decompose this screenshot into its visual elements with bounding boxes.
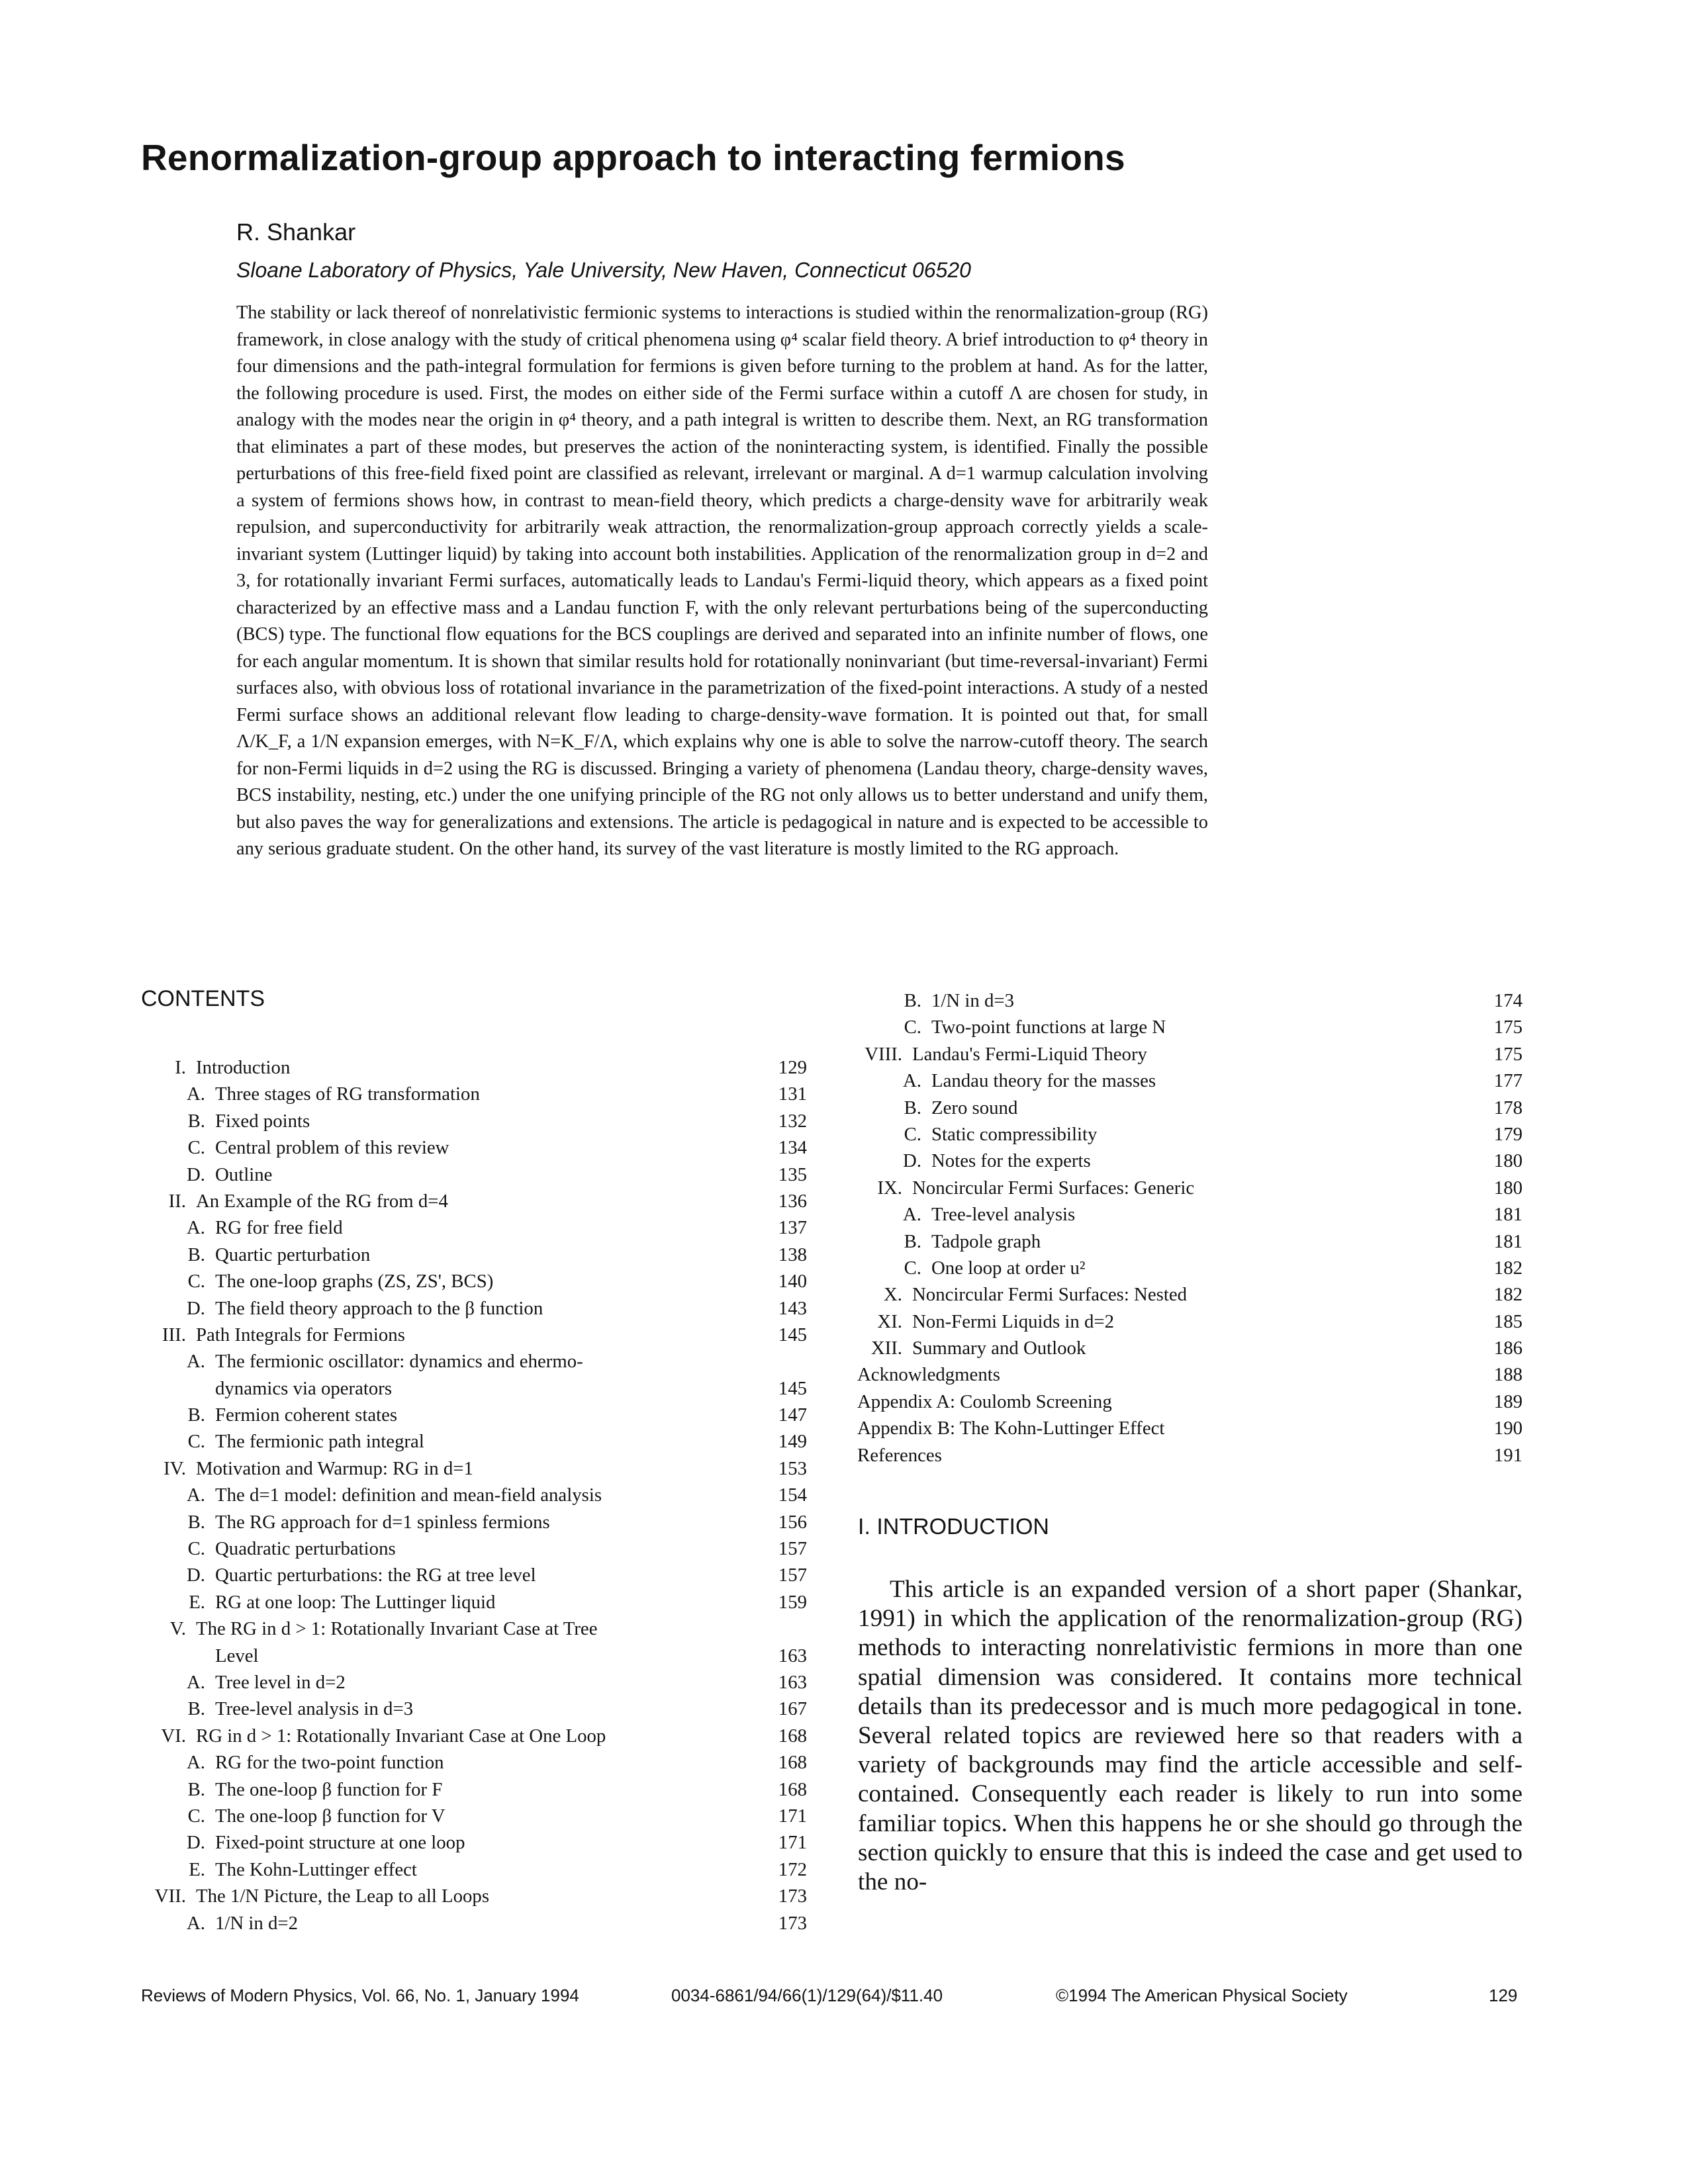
toc-entry-label: RG at one loop: The Luttinger liquid [215, 1591, 496, 1613]
toc-entry-number: IX. [877, 1177, 902, 1199]
toc-entry-page: 136 [778, 1190, 807, 1212]
toc-entry-page: 134 [778, 1137, 807, 1159]
toc-entry-label: Tadpole graph [931, 1230, 1041, 1252]
toc-right-column [857, 987, 1523, 1469]
toc-entry-label: The one-loop β function for V [215, 1805, 445, 1827]
toc-entry [141, 1723, 807, 1749]
toc-entry-label: Introduction [196, 1057, 291, 1078]
toc-entry-label: The 1/N Picture, the Leap to all Loops [196, 1886, 490, 1907]
toc-entry [141, 1108, 807, 1134]
toc-entry-label: Appendix A: Coulomb Screening [857, 1390, 1112, 1412]
toc-entry-label: Quadratic perturbations [215, 1538, 396, 1560]
toc-entry-number: D. [903, 1150, 921, 1172]
toc-entry-page: 156 [778, 1511, 807, 1533]
toc-entry-page: 182 [1493, 1284, 1523, 1306]
toc-entry-label: Zero sound [931, 1097, 1018, 1118]
toc-entry-number: D. [187, 1832, 205, 1854]
toc-entry-page: 149 [778, 1431, 807, 1453]
toc-entry-number: B. [187, 1698, 205, 1720]
toc-entry-label: The RG in d > 1: Rotationally Invariant Case at Tree [196, 1618, 598, 1640]
toc-entry-page: 178 [1493, 1097, 1523, 1118]
toc-entry [857, 1148, 1523, 1174]
toc-entry-label: An Example of the RG from d=4 [196, 1190, 448, 1212]
toc-entry [141, 1562, 807, 1588]
toc-entry [141, 1910, 807, 1936]
toc-entry-number: D. [187, 1565, 205, 1586]
toc-entry-page: 168 [778, 1752, 807, 1774]
toc-entry-label: The RG approach for d=1 spinless fermions [215, 1511, 550, 1533]
toc-entry-page: 175 [1493, 1043, 1523, 1065]
toc-entry-page: 129 [778, 1057, 807, 1078]
toc-entry [141, 1482, 807, 1508]
toc-entry-page: 179 [1493, 1123, 1523, 1145]
toc-entry-label: RG in d > 1: Rotationally Invariant Case at One Loop [196, 1725, 606, 1747]
toc-entry-page: 173 [778, 1886, 807, 1907]
toc-entry-page: 181 [1493, 1204, 1523, 1226]
toc-entry-label: Fixed-point structure at one loop [215, 1832, 465, 1854]
toc-entry-page: 190 [1493, 1418, 1523, 1439]
toc-entry-number: A. [903, 1070, 921, 1092]
footer-page-number: 129 [1489, 1985, 1518, 2005]
toc-entry-page: 137 [778, 1217, 807, 1239]
author-affiliation: Sloane Laboratory of Physics, Yale University, New Haven, Connecticut 06520 [236, 258, 971, 282]
toc-entry-label: Summary and Outlook [912, 1338, 1086, 1359]
toc-entry-label: Level [215, 1645, 259, 1666]
toc-entry-page: 145 [778, 1377, 807, 1399]
toc-entry-number: I. [175, 1057, 186, 1078]
toc-entry [141, 1242, 807, 1268]
toc-entry-number: B. [187, 1110, 205, 1132]
toc-entry [857, 1041, 1523, 1068]
toc-entry-number: A. [187, 1217, 205, 1239]
toc-entry-number: V. [169, 1618, 186, 1640]
toc-entry-page: 171 [778, 1805, 807, 1827]
toc-entry-label: Tree level in d=2 [215, 1671, 346, 1693]
toc-entry-label: Central problem of this review [215, 1137, 449, 1159]
toc-entry-label: Landau's Fermi-Liquid Theory [912, 1043, 1147, 1065]
toc-entry [857, 1175, 1523, 1201]
toc-entry-number: III. [162, 1324, 186, 1345]
toc-entry-label: The Kohn-Luttinger effect [215, 1858, 417, 1880]
toc-entry-label: dynamics via operators [215, 1377, 393, 1399]
toc-entry-number: B. [904, 990, 921, 1011]
toc-entry-label: Outline [215, 1163, 273, 1185]
toc-entry-label: The fermionic oscillator: dynamics and ehermo- [215, 1351, 583, 1373]
toc-entry-number: D. [187, 1297, 205, 1319]
toc-entry-label: The field theory approach to the β function [215, 1297, 543, 1319]
toc-entry [141, 1188, 807, 1214]
toc-entry-label: RG for free field [215, 1217, 343, 1239]
toc-entry-page: 191 [1493, 1444, 1523, 1466]
toc-entry [857, 1121, 1523, 1148]
toc-left-column [141, 1054, 807, 1936]
toc-entry-number: A. [187, 1912, 205, 1934]
toc-entry-label: Quartic perturbations: the RG at tree level [215, 1565, 536, 1586]
toc-entry [141, 1134, 807, 1161]
toc-entry-number: B. [904, 1230, 921, 1252]
toc-entry [141, 1829, 807, 1856]
paper-title: Renormalization-group approach to interacting fermions [141, 137, 1125, 178]
toc-entry-page: 173 [778, 1912, 807, 1934]
toc-entry-page: 171 [778, 1832, 807, 1854]
toc-entry-number: A. [187, 1351, 205, 1373]
toc-entry-number: II. [168, 1190, 186, 1212]
toc-entry [141, 1214, 807, 1241]
toc-entry-label: Motivation and Warmup: RG in d=1 [196, 1457, 473, 1479]
toc-entry-page: 180 [1493, 1150, 1523, 1172]
toc-entry-label: Two-point functions at large N [931, 1017, 1166, 1038]
toc-entry [857, 1255, 1523, 1281]
toc-entry [141, 1322, 807, 1348]
toc-entry-label: Static compressibility [931, 1123, 1098, 1145]
toc-entry-label: Tree-level analysis [931, 1204, 1076, 1226]
toc-entry-label: Noncircular Fermi Surfaces: Generic [912, 1177, 1195, 1199]
toc-entry-label: References [857, 1444, 942, 1466]
toc-entry-number: B. [187, 1778, 205, 1800]
toc-entry-number: C. [187, 1538, 205, 1560]
toc-entry-label: Noncircular Fermi Surfaces: Nested [912, 1284, 1188, 1306]
toc-entry-number: C. [187, 1271, 205, 1293]
toc-entry-number: E. [189, 1591, 205, 1613]
toc-entry [141, 1856, 807, 1883]
toc-entry-number: A. [187, 1083, 205, 1105]
toc-entry [141, 1803, 807, 1829]
toc-entry-label: Notes for the experts [931, 1150, 1091, 1172]
toc-entry-number: VII. [154, 1886, 186, 1907]
introduction-paragraph: This article is an expanded version of a short paper (Shankar, 1991) in which the application of the renormalization-group (RG) methods to interacting nonrelativistic fermions in more than one spatial dimension was considered. It contains more technical details than its predecessor and is much more pedagogical in tone. Several related topics are reviewed here so that readers with a variety of backgrounds may find the article accessible and self-contained. Consequently each reader is likely to run into some familiar topics. When this happens he or she should go through the section quickly to ensure that this is indeed the case and get used to the no- [858, 1576, 1523, 1896]
toc-entry-page: 143 [778, 1297, 807, 1319]
toc-entry [141, 1883, 807, 1909]
toc-entry-number: C. [187, 1137, 205, 1159]
toc-entry-number: B. [187, 1404, 205, 1426]
toc-entry-page: 163 [778, 1671, 807, 1693]
toc-entry [141, 1643, 807, 1669]
toc-entry [857, 987, 1523, 1014]
toc-entry-page: 180 [1493, 1177, 1523, 1199]
toc-entry-label: The fermionic path integral [215, 1431, 424, 1453]
toc-entry-label: Quartic perturbation [215, 1244, 371, 1265]
toc-entry [141, 1161, 807, 1188]
toc-entry-page: 157 [778, 1565, 807, 1586]
toc-entry-page: 181 [1493, 1230, 1523, 1252]
toc-entry [141, 1696, 807, 1722]
toc-entry-label: Fermion coherent states [215, 1404, 398, 1426]
toc-entry-label: Landau theory for the masses [931, 1070, 1156, 1092]
toc-entry [141, 1776, 807, 1803]
abstract: The stability or lack thereof of nonrelativistic fermionic systems to interactions is studied within the renormalization-group (RG) framework, in close analogy with the study of critical phenomena using φ⁴ scalar field theory. A brief introduction to φ⁴ theory in four dimensions and the path-integral formulation for fermions is given before turning to the problem at hand. As for the latter, the following procedure is used. First, the modes on either side of the Fermi surface within a cutoff Λ are chosen for study, in analogy with the modes near the origin in φ⁴ theory, and a path integral is written to describe them. Next, an RG transformation that eliminates a part of these modes, but preserves the action of the noninteracting system, is identified. Finally the possible perturbations of this free-field fixed point are classified as relevant, irrelevant or marginal. A d=1 warmup calculation involving a system of fermions shows how, in contrast to mean-field theory, which predicts a charge-density wave for arbitrarily weak repulsion, and superconductivity for arbitrarily weak attraction, the renormalization-group approach correctly yields a scale-invariant system (Luttinger liquid) by taking into account both instabilities. Application of the renormalization group in d=2 and 3, for rotationally invariant Fermi surfaces, automatically leads to Landau's Fermi-liquid theory, which appears as a fixed point characterized by an effective mass and a Landau function F, with the only relevant perturbations being of the superconducting (BCS) type. The functional flow equations for the BCS couplings are derived and separated into an infinite number of flows, one for each angular momentum. It is shown that similar results hold for rotationally noninvariant (but time-reversal-invariant) Fermi surfaces also, with obvious loss of rotational invariance in the parametrization of the fixed-point interactions. A study of a nested Fermi surface shows an additional relevant flow leading to charge-density-wave formation. It is pointed out that, for small Λ/K_F, a 1/N expansion emerges, with N=K_F/Λ, which explains why one is able to solve the narrow-cutoff theory. The search for non-Fermi liquids in d=2 using the RG is discussed. Bringing a variety of phenomena (Landau theory, charge-density waves, BCS instability, nesting, etc.) under the one unifying principle of the RG not only allows us to better understand and unify them, but also paves the way for generalizations and extensions. The article is pedagogical in nature and is expected to be accessible to any serious graduate student. On the other hand, its survey of the vast literature is mostly limited to the RG approach. [236, 302, 1208, 859]
toc-entry-number: E. [189, 1858, 205, 1880]
toc-entry-label: Three stages of RG transformation [215, 1083, 480, 1105]
toc-entry [857, 1281, 1523, 1308]
toc-entry-page: 175 [1493, 1017, 1523, 1038]
toc-entry [141, 1375, 807, 1402]
toc-entry [141, 1589, 807, 1615]
author-name: R. Shankar [236, 218, 356, 246]
toc-entry [141, 1295, 807, 1322]
toc-entry [141, 1054, 807, 1081]
toc-entry-page: 189 [1493, 1390, 1523, 1412]
toc-entry-number: C. [187, 1805, 205, 1827]
toc-entry [857, 1228, 1523, 1255]
footer-copyright: ©1994 The American Physical Society [1056, 1985, 1348, 2005]
toc-entry-number: XI. [877, 1310, 902, 1332]
toc-entry-number: C. [904, 1123, 921, 1145]
toc-entry [141, 1402, 807, 1428]
toc-entry-label: Fixed points [215, 1110, 310, 1132]
toc-entry-page: 188 [1493, 1364, 1523, 1386]
toc-entry [141, 1749, 807, 1776]
toc-entry-number: VIII. [865, 1043, 902, 1065]
toc-entry-label: RG for the two-point function [215, 1752, 444, 1774]
toc-entry [857, 1361, 1523, 1388]
toc-entry-number: B. [187, 1244, 205, 1265]
toc-entry [857, 1442, 1523, 1469]
toc-entry [141, 1455, 807, 1482]
toc-entry-page: 182 [1493, 1257, 1523, 1279]
toc-entry [141, 1428, 807, 1455]
toc-entry-page: 177 [1493, 1070, 1523, 1092]
toc-entry [857, 1388, 1523, 1415]
toc-entry-page: 147 [778, 1404, 807, 1426]
toc-entry-label: Path Integrals for Fermions [196, 1324, 405, 1345]
toc-entry-page: 132 [778, 1110, 807, 1132]
toc-entry-label: The d=1 model: definition and mean-field analysis [215, 1484, 602, 1506]
toc-entry-page: 163 [778, 1645, 807, 1666]
toc-entry-page: 168 [778, 1778, 807, 1800]
toc-entry [857, 1308, 1523, 1335]
toc-entry-label: Acknowledgments [857, 1364, 1000, 1386]
toc-entry-label: One loop at order u² [931, 1257, 1086, 1279]
toc-entry-label: 1/N in d=2 [215, 1912, 299, 1934]
toc-entry [141, 1348, 807, 1375]
toc-entry-page: 186 [1493, 1338, 1523, 1359]
toc-entry-number: VI. [161, 1725, 186, 1747]
toc-entry [857, 1415, 1523, 1441]
toc-entry-page: 168 [778, 1725, 807, 1747]
section-heading-introduction: I. INTRODUCTION [858, 1514, 1049, 1539]
toc-entry-number: C. [187, 1431, 205, 1453]
toc-entry [857, 1014, 1523, 1040]
toc-entry-number: IV. [164, 1457, 186, 1479]
toc-entry [857, 1335, 1523, 1361]
toc-entry [141, 1081, 807, 1107]
toc-entry-page: 138 [778, 1244, 807, 1265]
toc-entry [857, 1068, 1523, 1094]
toc-entry-number: A. [187, 1752, 205, 1774]
toc-entry-number: A. [903, 1204, 921, 1226]
toc-entry-page: 135 [778, 1163, 807, 1185]
toc-entry-page: 157 [778, 1538, 807, 1560]
toc-entry-number: B. [904, 1097, 921, 1118]
toc-entry-label: Non-Fermi Liquids in d=2 [912, 1310, 1114, 1332]
toc-entry-page: 174 [1493, 990, 1523, 1011]
toc-entry-label: The one-loop β function for F [215, 1778, 443, 1800]
toc-entry-page: 153 [778, 1457, 807, 1479]
toc-entry-page: 140 [778, 1271, 807, 1293]
toc-entry-label: Tree-level analysis in d=3 [215, 1698, 414, 1720]
toc-entry [141, 1268, 807, 1295]
toc-entry-page: 131 [778, 1083, 807, 1105]
toc-entry-page: 185 [1493, 1310, 1523, 1332]
toc-entry [857, 1095, 1523, 1121]
toc-entry [141, 1535, 807, 1562]
toc-entry-page: 159 [778, 1591, 807, 1613]
footer-journal: Reviews of Modern Physics, Vol. 66, No. 1, January 1994 [141, 1985, 579, 2005]
toc-entry-page: 167 [778, 1698, 807, 1720]
toc-entry [141, 1615, 807, 1642]
contents-heading: CONTENTS [141, 986, 265, 1011]
toc-entry-number: C. [904, 1017, 921, 1038]
toc-entry-page: 145 [778, 1324, 807, 1345]
toc-entry [857, 1201, 1523, 1228]
toc-entry [141, 1509, 807, 1535]
toc-entry-label: Appendix B: The Kohn-Luttinger Effect [857, 1418, 1165, 1439]
toc-entry-number: D. [187, 1163, 205, 1185]
toc-entry-number: C. [904, 1257, 921, 1279]
toc-entry-label: 1/N in d=3 [931, 990, 1015, 1011]
toc-entry [141, 1669, 807, 1696]
toc-entry-number: B. [187, 1511, 205, 1533]
footer-code: 0034-6861/94/66(1)/129(64)/$11.40 [671, 1985, 943, 2005]
toc-entry-page: 172 [778, 1858, 807, 1880]
toc-entry-page: 154 [778, 1484, 807, 1506]
toc-entry-number: XII. [870, 1338, 902, 1359]
toc-entry-number: A. [187, 1484, 205, 1506]
toc-entry-label: The one-loop graphs (ZS, ZS', BCS) [215, 1271, 494, 1293]
toc-entry-number: A. [187, 1671, 205, 1693]
toc-entry-number: X. [884, 1284, 902, 1306]
